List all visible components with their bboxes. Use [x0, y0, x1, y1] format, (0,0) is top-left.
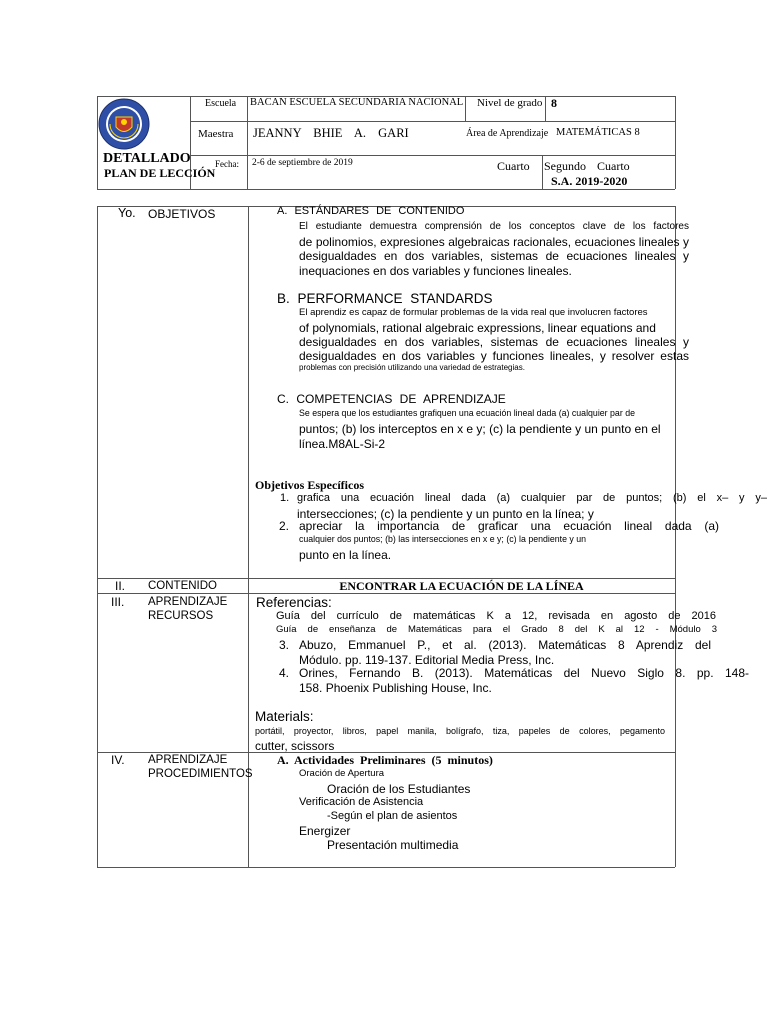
materials-heading: Materials: [255, 709, 314, 724]
multimedia-presentation: Presentación multimedia [327, 838, 459, 852]
performance-standards-text: El aprendiz es capaz de formular problemas de la vida real que involucren factores of polynomials, rational algebraic expressions, linear equations and desigualdades en dos variables, sistemas de ecuaciones lineales y desigualdades en dos variables y funciones lineales, y resolver estas problemas con precisión utilizando una variedad de estrategias. [299, 307, 689, 372]
seat-plan-note: -Según el plan de asientos [327, 810, 458, 822]
quarter-value: Segundo Cuarto [544, 159, 630, 173]
reference-2: Guía de enseñanza de Matemáticas para el Grado 8 del K al 12 - Módulo 3 [276, 624, 717, 635]
preliminary-activities-heading: A. Actividades Preliminares (5 minutos) [277, 753, 493, 767]
reference-4-num: 4. [279, 666, 290, 680]
date-value: 2-6 de septiembre de 2019 [252, 158, 353, 168]
performance-standards-heading: B. PERFORMANCE STANDARDS [277, 291, 493, 306]
area-label: Área de Aprendizaje [466, 128, 549, 139]
grade-label: Nivel de grado [477, 97, 543, 109]
reference-1: Guía del currículo de matemáticas K a 12, revisada en agosto de 2016 [276, 610, 716, 622]
section-procedimientos-label-2: PROCEDIMIENTOS [148, 768, 253, 780]
teacher-value: JEANNY BHIE A. GARI [253, 126, 409, 140]
specific-objective-2: apreciar la importancia de graficar una ecuación lineal dada (a) cualquier dos puntos; (b) las intersecciones en x e y; (c) la pendiente y un punto en la línea. [299, 519, 719, 562]
specific-objective-2-num: 2. [279, 519, 290, 533]
doc-title: DETALLADO [103, 151, 191, 166]
area-value: MATEMÁTICAS 8 [556, 127, 640, 138]
materials-line-2: cutter, scissors [255, 739, 335, 753]
specific-objectives-heading: Objetivos Específicos [255, 478, 364, 492]
teacher-label: Maestra [198, 128, 234, 140]
specific-objective-1: grafica una ecuación lineal dada (a) cualquier par de puntos; (b) el x– y y– intersecciones; (c) la pendiente y un punto en la línea; y [297, 492, 767, 521]
reference-4: Orines, Fernando B. (2013). Matemáticas del Nuevo Siglo 8. pp. 148- 158. Phoenix Publishing House, Inc. [299, 666, 749, 695]
deped-seal-icon [98, 98, 150, 150]
opening-prayer: Oración de Apertura [299, 768, 385, 779]
content-standards-heading: A. ESTÁNDARES DE CONTENIDO [277, 205, 465, 217]
references-heading: Referencias: [256, 595, 332, 610]
materials-line-1: portátil, proyector, libros, papel manila, bolígrafo, tiza, papeles de colores, pegamento [255, 726, 665, 736]
grade-value: 8 [551, 96, 557, 110]
section-objetivos-label: OBJETIVOS [148, 207, 216, 221]
section-procedimientos-num: IV. [111, 753, 125, 767]
section-recursos-label-2: RECURSOS [148, 610, 214, 622]
quarter-label: Cuarto [497, 159, 530, 173]
section-contenido-num: II. [115, 579, 126, 593]
reference-3: Abuzo, Emmanuel P., et al. (2013). Matemáticas 8 Aprendiz del Módulo. pp. 119-137. Editorial Media Press, Inc. [299, 638, 711, 667]
section-recursos-label-1: APRENDIZAJE [148, 596, 228, 608]
school-year: S.A. 2019-2020 [551, 174, 628, 188]
section-procedimientos-label-1: APRENDIZAJE [148, 754, 228, 766]
students-prayer: Oración de los Estudiantes [327, 782, 471, 796]
section-recursos-num: III. [111, 595, 125, 609]
content-standards-text: El estudiante demuestra comprensión de los conceptos clave de los factores de polinomios, expresiones algebraicas racionales, ecuaciones lineales y desigualdades en dos variables, sistemas de ecuaciones lineales y inequaciones en dos variables y funciones lineales. [299, 221, 689, 278]
school-label: Escuela [205, 98, 237, 109]
energizer: Energizer [299, 824, 351, 838]
lesson-topic: ENCONTRAR LA ECUACIÓN DE LA LÍNEA [339, 579, 584, 593]
competencies-heading: C. COMPETENCIAS DE APRENDIZAJE [277, 392, 506, 406]
school-value: BACAN ESCUELA SECUNDARIA NACIONAL [250, 97, 464, 108]
section-objetivos-num: Yo. [118, 206, 136, 220]
attendance-check: Verificación de Asistencia [299, 796, 424, 808]
specific-objective-1-num: 1. [280, 492, 290, 504]
section-contenido-label: CONTENIDO [148, 580, 217, 592]
date-label: Fecha: [215, 159, 239, 169]
doc-subtitle: PLAN DE LECCIÓN [104, 166, 216, 180]
reference-3-num: 3. [279, 638, 290, 652]
competencies-text: Se espera que los estudiantes grafiquen una ecuación lineal dada (a) cualquier par de puntos; (b) los interceptos en x e y; (c) la pendiente y un punto en el línea.M8AL-Si-2 [299, 408, 661, 451]
